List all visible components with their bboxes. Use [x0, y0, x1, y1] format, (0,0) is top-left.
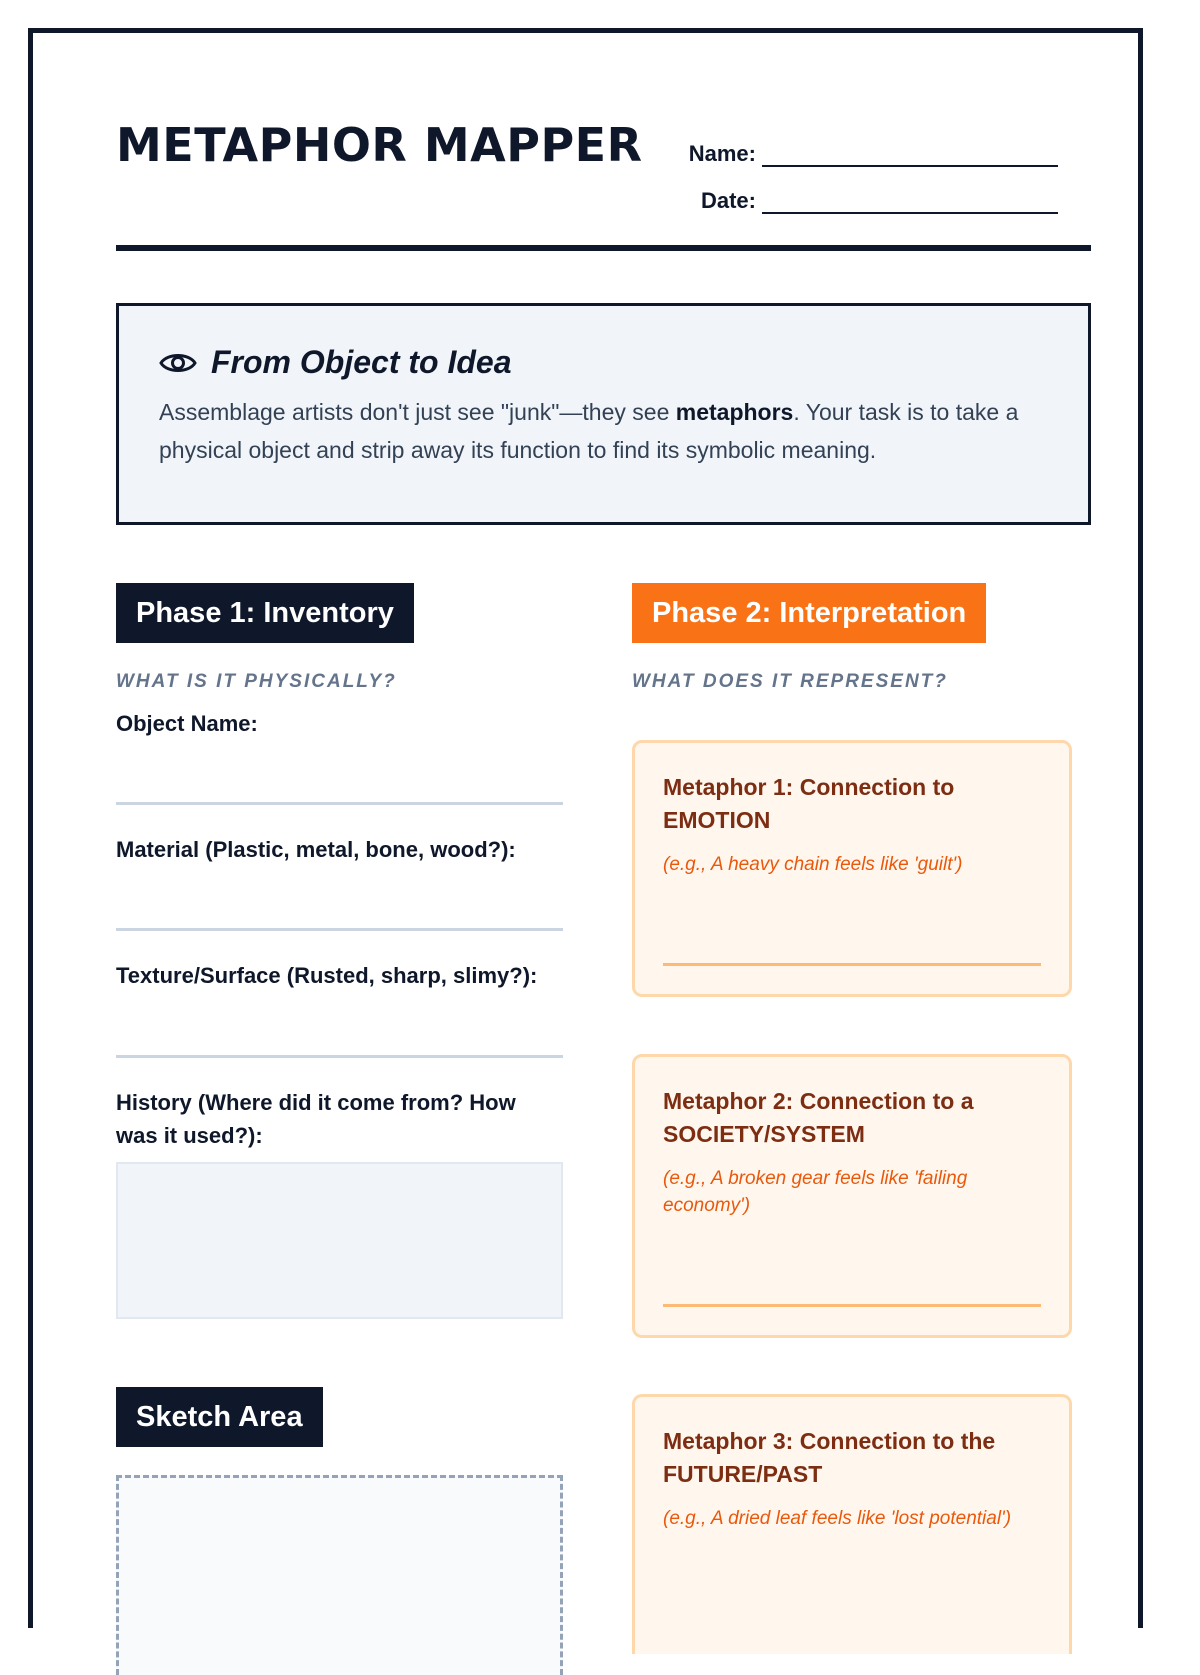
intro-text-end: . Your task is to take a physical object and strip away its function to find its symbolic meaning. [159, 399, 1019, 463]
name-label: Name: [688, 141, 756, 166]
date-label: Date: [700, 188, 756, 213]
phase1-column [116, 583, 563, 1675]
intro-header [159, 344, 1048, 381]
texture-label: Texture/Surface (Rusted, sharp, slimy?): [116, 963, 538, 988]
metaphor-title: Metaphor 3: Connection to the FUTURE/PAST [663, 1428, 996, 1487]
intro-text-bold: metaphors [675, 399, 794, 425]
metaphor-card-emotion [632, 740, 1072, 997]
phase1-badge: Phase 1: Inventory [116, 583, 414, 643]
metaphor-example: (e.g., A broken gear feels like 'failing economy') [663, 1168, 968, 1216]
sketch-area[interactable] [116, 1475, 563, 1675]
date-field [701, 188, 1058, 214]
object-name-label: Object Name: [116, 711, 258, 736]
metaphor-example: (e.g., A heavy chain feels like 'guilt') [663, 854, 963, 875]
phase2-badge: Phase 2: Interpretation [632, 583, 986, 643]
phase2-column [632, 583, 1072, 1529]
material-label: Material (Plastic, metal, bone, wood?): [116, 837, 516, 862]
history-label: History (Where did it come from? How was it used?): [116, 1090, 516, 1148]
metaphor-title: Metaphor 1: Connection to EMOTION [663, 774, 955, 833]
metaphor-title: Metaphor 2: Connection to a SOCIETY/SYSTEM [663, 1088, 974, 1147]
eye-icon [159, 349, 197, 377]
metaphor-card-future [632, 1394, 1072, 1654]
name-blank[interactable] [762, 143, 1058, 167]
worksheet-page [28, 28, 1143, 1628]
header-divider [116, 245, 1091, 251]
page-title: METAPHOR MAPPER [116, 118, 643, 172]
intro-text-start: Assemblage artists don't just see "junk"—they see [159, 399, 676, 425]
intro-title: From Object to Idea [211, 344, 512, 380]
sketch-badge: Sketch Area [116, 1387, 323, 1447]
metaphor-answer-line[interactable] [663, 1304, 1041, 1307]
metaphor-card-society [632, 1054, 1072, 1338]
history-box[interactable] [116, 1162, 563, 1319]
name-field [689, 141, 1058, 167]
date-blank[interactable] [762, 190, 1058, 214]
material-line[interactable] [116, 866, 563, 931]
intro-text [159, 393, 1048, 469]
texture-line[interactable] [116, 992, 563, 1058]
object-name-line[interactable] [116, 740, 563, 805]
phase1-subtitle: WHAT IS IT PHYSICALLY? [116, 671, 397, 692]
intro-box [116, 303, 1091, 525]
metaphor-example: (e.g., A dried leaf feels like 'lost potential') [663, 1508, 1012, 1529]
metaphor-answer-line[interactable] [663, 963, 1041, 966]
phase2-subtitle: WHAT DOES IT REPRESENT? [632, 671, 948, 692]
